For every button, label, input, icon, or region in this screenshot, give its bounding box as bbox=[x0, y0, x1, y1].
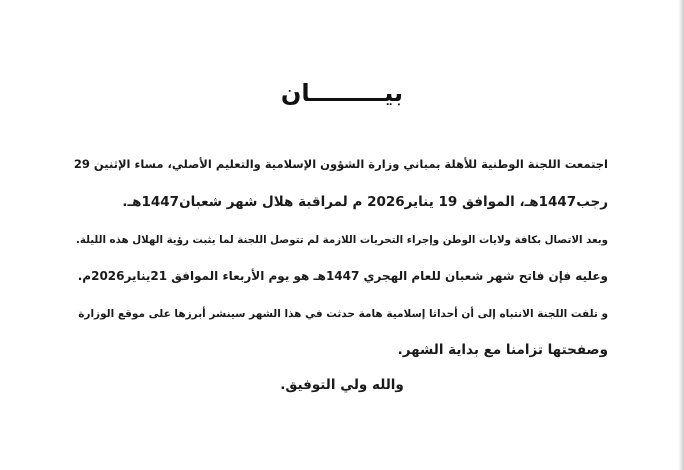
document-title: بيـــــــــان bbox=[280, 79, 404, 107]
paragraph-line-1: اجتمعت اللجنة الوطنية للأهلة بمباني وزارة الشؤون الإسلامية والتعليم الأصلي، مساء الإثنين 29 bbox=[73, 157, 608, 171]
paragraph-line-2: رجب1447هـ، الموافق 19 يناير2026 م لمراقبة هلال شهر شعبان1447هـ. bbox=[122, 194, 608, 210]
page-edge-shadow bbox=[678, 0, 684, 470]
paragraph-line-3: وبعد الاتصال بكافة ولايات الوطن وإجراء التحريات اللازمة لم تتوصل اللجنة لما يثبت رؤية الهلال هذه الليلة. bbox=[75, 234, 608, 246]
paragraph-line-5: و تلفت اللجنة الانتباه إلى أن أحداثا إسلامية هامة حدثت في هذا الشهر سينشر أبرزها على موقع الوزارة bbox=[78, 308, 608, 320]
paragraph-line-4: وعليه فإن فاتح شهر شعبان للعام الهجري 1447هـ هو يوم الأربعاء الموافق 21يناير2026م. bbox=[77, 269, 608, 283]
paragraph-line-6: وصفحتها تزامنا مع بداية الشهر. bbox=[397, 342, 608, 358]
closing-phrase: والله ولي التوفيق. bbox=[280, 377, 404, 393]
